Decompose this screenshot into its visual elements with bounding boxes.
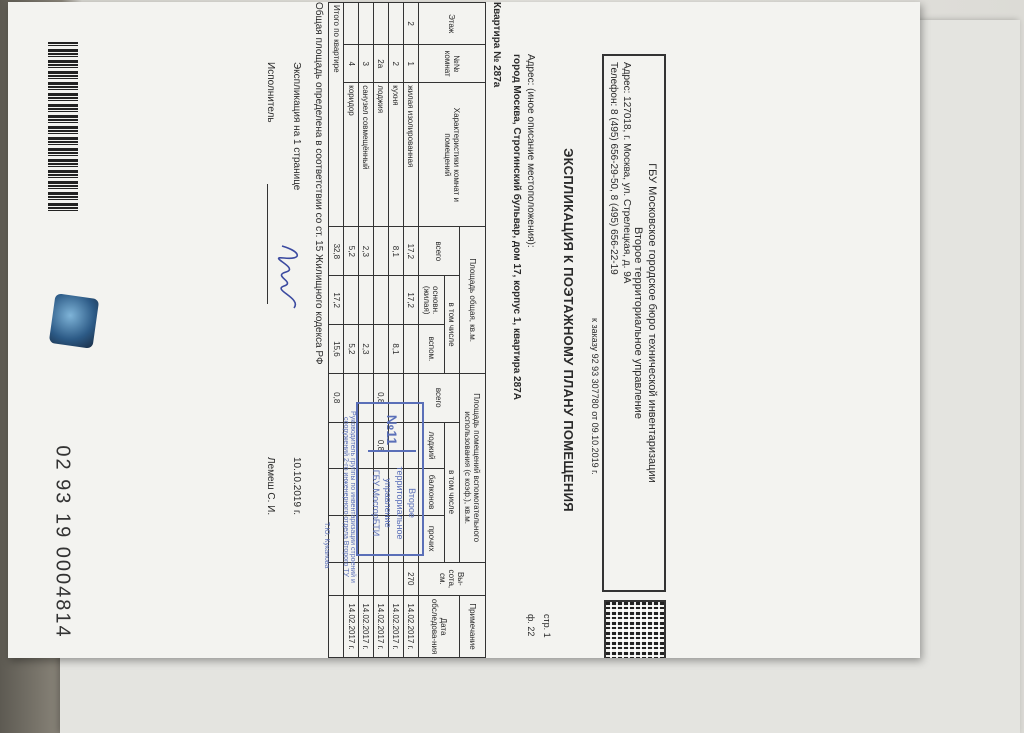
document-date: 10.10.2019 г. (291, 457, 302, 516)
header-total-area: Площадь общая, кв.м. (459, 227, 485, 373)
cell-desc: жилая изолированная (403, 83, 418, 227)
serial-number-text: 02 93 19 0004814 (51, 445, 74, 639)
cell-main (344, 276, 359, 325)
org-address: Адрес: 127018, г. Москва, ул. Стрелецкая, д. 9А (621, 62, 632, 284)
header-floor: Этаж (418, 3, 485, 45)
cell-total: 2,3 (359, 227, 374, 276)
stamp-text (370, 456, 418, 550)
cell-height (359, 562, 374, 596)
cell-room: 4 (344, 45, 359, 83)
header-note: Примечание (459, 596, 485, 658)
page-label: стр. 1 (542, 614, 552, 638)
header-height: Вы-сота, см. (418, 562, 485, 596)
stamp-number: №11 (368, 410, 416, 452)
signature-scribble (272, 242, 306, 312)
header-area-all: всего (418, 227, 459, 276)
stamp-line2: ГБУ МосгорБТИ (371, 469, 381, 537)
document-title: ЭКСПЛИКАЦИЯ К ПОЭТАЖНОМУ ПЛАНУ ПОМЕЩЕНИЯ (561, 148, 576, 512)
executor-label: Исполнитель (265, 62, 276, 123)
header-incl: в том числе (444, 276, 459, 374)
header-extra-all: всего (418, 373, 459, 422)
cell-aux: 5,2 (344, 325, 359, 374)
cell-aux: 8,1 (388, 325, 403, 374)
form-label: ф. 22 (526, 614, 536, 637)
flat-label: Квартира № 287а (491, 2, 502, 88)
cell-height (373, 562, 388, 596)
cell-main (388, 276, 403, 325)
cell-main (359, 276, 374, 325)
table-row (388, 3, 403, 658)
stamp-line1: Второе территориальное управление (383, 466, 417, 540)
cell-floor (388, 3, 403, 45)
cell-date: 14.02.2017 г. (388, 596, 403, 658)
cell-total (373, 227, 388, 276)
cell-aux: 2,3 (359, 325, 374, 374)
cell-floor: 2 (403, 3, 418, 45)
cell-date: 14.02.2017 г. (359, 596, 374, 658)
document-sheet (8, 2, 920, 658)
total-aux-value: 15,6 (329, 325, 344, 374)
cell-height: 270 (403, 562, 418, 596)
header-main: основн. (жилая) (418, 276, 444, 325)
header-loggia: лоджий (418, 422, 444, 469)
cell-floor (344, 3, 359, 45)
barcode (48, 42, 78, 214)
cell-loggia: 0,8 (373, 422, 388, 469)
stamp-caption: Руководитель группы по инвентаризации строений и сооружений 2-го инженерного отдела Второго ТУ (342, 411, 356, 583)
cell-room: 1 (403, 45, 418, 83)
qr-code (604, 600, 666, 658)
table-row (373, 3, 388, 658)
total-area-value: 32,8 (329, 227, 344, 276)
cell-room: 2а (373, 45, 388, 83)
stamp-signer: Т.Ю. Куканова (323, 522, 330, 569)
serial-number (48, 442, 76, 642)
cell-date: 14.02.2017 г. (373, 596, 388, 658)
cell-room: 3 (359, 45, 374, 83)
cell-desc: лоджия (373, 83, 388, 227)
order-reference: к заказу 92 93 307780 от 09.10.2019 г. (590, 318, 600, 475)
location-intro: Адрес: (иное описание местоположения): (525, 54, 536, 248)
cell-total: 5,2 (344, 227, 359, 276)
header-aux: вспом. (418, 325, 444, 374)
cell-aux (403, 325, 418, 374)
cell-desc: коридор (344, 83, 359, 227)
cell-main (373, 276, 388, 325)
hologram-sticker (49, 293, 100, 349)
rotated-document-content (230, 2, 686, 658)
cell-aux (373, 325, 388, 374)
cell-desc: кухня (388, 83, 403, 227)
executor-name: Лемеш С. И. (265, 457, 276, 516)
cell-height (388, 562, 403, 596)
table-row (403, 3, 418, 658)
header-extra-area: Площадь помещений вспомогательного использования (с коэф.), кв.м. (459, 373, 485, 562)
location-address: город Москва, Строгинский бульвар, дом 17, корпус 1, квартира 287А (511, 54, 522, 400)
cell-date: 14.02.2017 г. (344, 596, 359, 658)
cell-total: 8,1 (388, 227, 403, 276)
header-balcony: балконов (418, 469, 444, 516)
cell-date: 14.02.2017 г. (403, 596, 418, 658)
organization-name: ГБУ Московское городское бюро технической инвентаризации (646, 163, 658, 483)
header-room-no: №№ комнат (418, 45, 485, 83)
header-box (602, 54, 666, 592)
cell-floor (373, 3, 388, 45)
header-other: прочих (418, 515, 444, 562)
total-main-value: 17,2 (329, 276, 344, 325)
branch-name: Второе территориальное управление (632, 227, 644, 419)
official-stamp (356, 402, 424, 556)
cell-main: 17,2 (403, 276, 418, 325)
header-characteristics: Характеристики комнат и помещений (418, 83, 485, 227)
cell-room: 2 (388, 45, 403, 83)
total-extra-value: 0,8 (329, 373, 344, 422)
header-survey-date: Дата обследова-ния (418, 596, 459, 658)
signature-line (267, 184, 268, 304)
total-label: Итого по квартире (329, 3, 344, 227)
org-phone: Телефон: 8 (495) 656-29-50, 8 (495) 656-22-19 (608, 62, 619, 275)
cell-total: 17,2 (403, 227, 418, 276)
cell-floor (359, 3, 374, 45)
pages-line: Экспликация на 1 странице (291, 62, 302, 191)
cell-desc: санузел совмещённый (359, 83, 374, 227)
cell-extra: 0,8 (373, 373, 388, 422)
table-row (359, 3, 374, 658)
header-incl2: в том числе (444, 422, 459, 562)
footnote: Общая площадь определена в соответствии со ст. 15 Жилищного кодекса РФ (313, 2, 324, 365)
